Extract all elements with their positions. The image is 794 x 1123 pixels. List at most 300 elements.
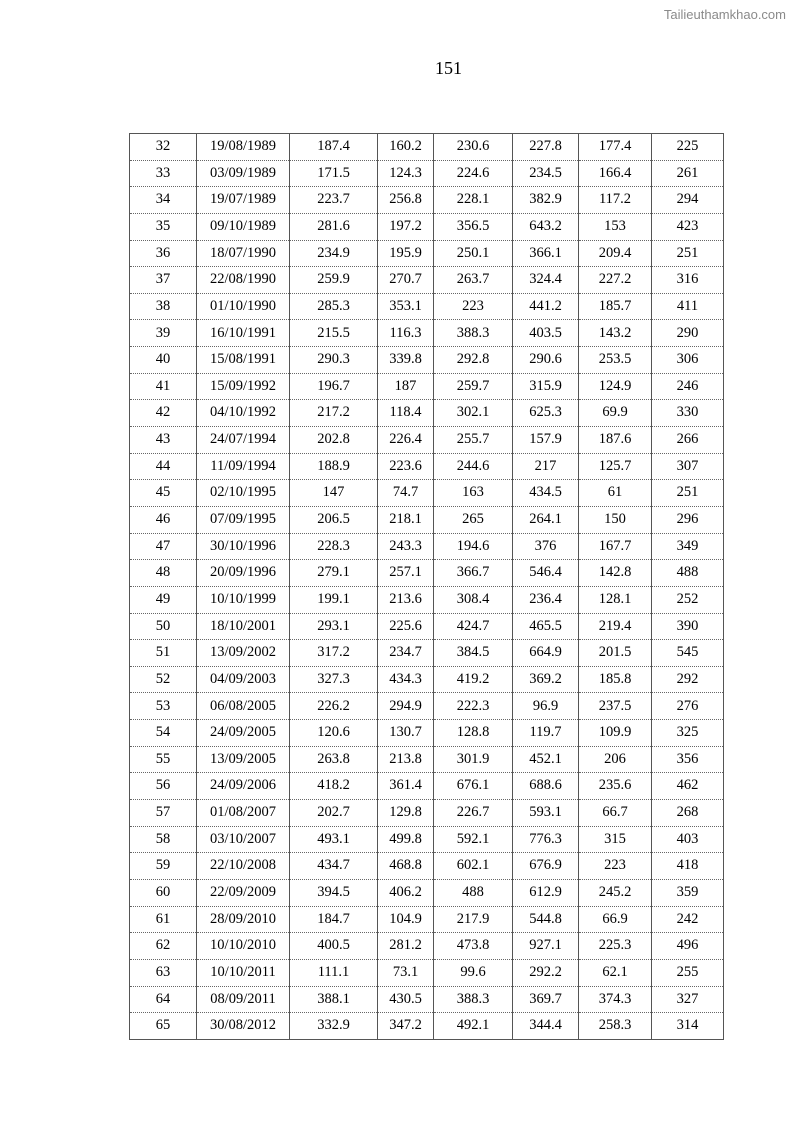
table-cell: 290.6: [513, 347, 579, 374]
table-cell: 111.1: [290, 959, 378, 986]
table-cell: 388.3: [434, 320, 513, 347]
table-cell: 676.1: [434, 773, 513, 800]
table-cell: 24/09/2006: [197, 773, 290, 800]
table-cell: 258.3: [579, 1013, 652, 1040]
table-cell: 434.5: [513, 480, 579, 507]
table-row: [130, 187, 724, 214]
table-cell: 13/09/2002: [197, 640, 290, 667]
table-cell: 676.9: [513, 853, 579, 880]
table-cell: 217.9: [434, 906, 513, 933]
table-cell: 57: [130, 800, 197, 827]
table-cell: 104.9: [378, 906, 434, 933]
table-cell: 185.7: [579, 293, 652, 320]
table-cell: 01/08/2007: [197, 800, 290, 827]
table-cell: 252: [652, 586, 724, 613]
table-cell: 468.8: [378, 853, 434, 880]
table-cell: 218.1: [378, 506, 434, 533]
table-cell: 388.1: [290, 986, 378, 1013]
table-cell: 185.8: [579, 666, 652, 693]
table-body: [130, 134, 724, 1040]
watermark-text: Tailieuthamkhao.com: [663, 7, 786, 22]
table-row: [130, 640, 724, 667]
table-cell: 54: [130, 720, 197, 747]
table-cell: 294: [652, 187, 724, 214]
table-cell: 226.7: [434, 800, 513, 827]
table-cell: 223: [579, 853, 652, 880]
table-row: [130, 693, 724, 720]
table-cell: 58: [130, 826, 197, 853]
table-cell: 434.3: [378, 666, 434, 693]
table-cell: 423: [652, 213, 724, 240]
table-cell: 222.3: [434, 693, 513, 720]
table-cell: 263.8: [290, 746, 378, 773]
table-cell: 593.1: [513, 800, 579, 827]
table-cell: 10/10/1999: [197, 586, 290, 613]
table-row: [130, 586, 724, 613]
table-row: [130, 800, 724, 827]
table-row: [130, 453, 724, 480]
table-cell: 52: [130, 666, 197, 693]
table-cell: 251: [652, 240, 724, 267]
table-cell: 177.4: [579, 134, 652, 161]
table-cell: 223: [434, 293, 513, 320]
table-cell: 13/09/2005: [197, 746, 290, 773]
table-cell: 171.5: [290, 160, 378, 187]
table-cell: 118.4: [378, 400, 434, 427]
table-cell: 359: [652, 879, 724, 906]
table-cell: 688.6: [513, 773, 579, 800]
table-cell: 302.1: [434, 400, 513, 427]
table-cell: 74.7: [378, 480, 434, 507]
table-cell: 237.5: [579, 693, 652, 720]
table-cell: 143.2: [579, 320, 652, 347]
table-cell: 194.6: [434, 533, 513, 560]
table-cell: 217.2: [290, 400, 378, 427]
table-cell: 344.4: [513, 1013, 579, 1040]
table-row: [130, 240, 724, 267]
table-cell: 166.4: [579, 160, 652, 187]
table-cell: 366.1: [513, 240, 579, 267]
table-cell: 45: [130, 480, 197, 507]
table-row: [130, 560, 724, 587]
table-cell: 10/10/2011: [197, 959, 290, 986]
table-row: [130, 427, 724, 454]
table-row: [130, 134, 724, 161]
table-cell: 62.1: [579, 959, 652, 986]
table-cell: 227.2: [579, 267, 652, 294]
table-cell: 61: [130, 906, 197, 933]
table-cell: 339.8: [378, 347, 434, 374]
table-cell: 382.9: [513, 187, 579, 214]
table-cell: 04/10/1992: [197, 400, 290, 427]
table-cell: 361.4: [378, 773, 434, 800]
table-cell: 125.7: [579, 453, 652, 480]
table-cell: 225: [652, 134, 724, 161]
table-cell: 228.3: [290, 533, 378, 560]
table-cell: 366.7: [434, 560, 513, 587]
table-cell: 235.6: [579, 773, 652, 800]
table-cell: 316: [652, 267, 724, 294]
table-cell: 430.5: [378, 986, 434, 1013]
table-cell: 356.5: [434, 213, 513, 240]
table-cell: 18/10/2001: [197, 613, 290, 640]
table-row: [130, 533, 724, 560]
table-cell: 47: [130, 533, 197, 560]
table-cell: 217: [513, 453, 579, 480]
table-cell: 213.6: [378, 586, 434, 613]
table-cell: 147: [290, 480, 378, 507]
table-cell: 44: [130, 453, 197, 480]
table-cell: 234.7: [378, 640, 434, 667]
table-cell: 187.6: [579, 427, 652, 454]
table-cell: 195.9: [378, 240, 434, 267]
table-cell: 403: [652, 826, 724, 853]
table-cell: 65: [130, 1013, 197, 1040]
table-cell: 546.4: [513, 560, 579, 587]
table-cell: 317.2: [290, 640, 378, 667]
table-cell: 61: [579, 480, 652, 507]
table-cell: 36: [130, 240, 197, 267]
table-cell: 40: [130, 347, 197, 374]
table-cell: 236.4: [513, 586, 579, 613]
table-row: [130, 959, 724, 986]
table-cell: 150: [579, 506, 652, 533]
table-row: [130, 213, 724, 240]
table-cell: 330: [652, 400, 724, 427]
table-cell: 353.1: [378, 293, 434, 320]
table-cell: 03/09/1989: [197, 160, 290, 187]
table-cell: 66.7: [579, 800, 652, 827]
table-cell: 612.9: [513, 879, 579, 906]
table-cell: 292.8: [434, 347, 513, 374]
table-cell: 117.2: [579, 187, 652, 214]
table-cell: 259.7: [434, 373, 513, 400]
table-cell: 43: [130, 427, 197, 454]
table-cell: 19/08/1989: [197, 134, 290, 161]
data-table: [129, 133, 724, 1040]
table-cell: 234.5: [513, 160, 579, 187]
table-cell: 308.4: [434, 586, 513, 613]
table-cell: 64: [130, 986, 197, 1013]
table-cell: 261: [652, 160, 724, 187]
table-cell: 294.9: [378, 693, 434, 720]
table-cell: 625.3: [513, 400, 579, 427]
table-cell: 250.1: [434, 240, 513, 267]
table-cell: 242: [652, 906, 724, 933]
table-cell: 347.2: [378, 1013, 434, 1040]
table-cell: 53: [130, 693, 197, 720]
table-cell: 24/09/2005: [197, 720, 290, 747]
table-cell: 228.1: [434, 187, 513, 214]
table-row: [130, 293, 724, 320]
table-cell: 424.7: [434, 613, 513, 640]
table-cell: 307: [652, 453, 724, 480]
table-cell: 418: [652, 853, 724, 880]
table-cell: 268: [652, 800, 724, 827]
table-cell: 49: [130, 586, 197, 613]
table-cell: 42: [130, 400, 197, 427]
table-cell: 496: [652, 933, 724, 960]
table-cell: 411: [652, 293, 724, 320]
table-cell: 22/09/2009: [197, 879, 290, 906]
table-row: [130, 986, 724, 1013]
table-cell: 488: [434, 879, 513, 906]
table-cell: 327: [652, 986, 724, 1013]
table-cell: 643.2: [513, 213, 579, 240]
table-row: [130, 720, 724, 747]
table-cell: 38: [130, 293, 197, 320]
table-cell: 418.2: [290, 773, 378, 800]
table-cell: 02/10/1995: [197, 480, 290, 507]
table-cell: 452.1: [513, 746, 579, 773]
table-row: [130, 879, 724, 906]
table-cell: 66.9: [579, 906, 652, 933]
table-cell: 473.8: [434, 933, 513, 960]
table-cell: 128.8: [434, 720, 513, 747]
table-cell: 08/09/2011: [197, 986, 290, 1013]
table-cell: 04/09/2003: [197, 666, 290, 693]
table-cell: 281.2: [378, 933, 434, 960]
table-row: [130, 666, 724, 693]
table-cell: 279.1: [290, 560, 378, 587]
table-row: [130, 373, 724, 400]
table-cell: 33: [130, 160, 197, 187]
table-cell: 290: [652, 320, 724, 347]
table-cell: 20/09/1996: [197, 560, 290, 587]
table-row: [130, 267, 724, 294]
table-row: [130, 853, 724, 880]
table-cell: 223.7: [290, 187, 378, 214]
table-cell: 369.2: [513, 666, 579, 693]
table-cell: 315.9: [513, 373, 579, 400]
table-cell: 48: [130, 560, 197, 587]
table-cell: 406.2: [378, 879, 434, 906]
table-cell: 369.7: [513, 986, 579, 1013]
table-cell: 394.5: [290, 879, 378, 906]
table-cell: 419.2: [434, 666, 513, 693]
table-cell: 201.5: [579, 640, 652, 667]
table-cell: 293.1: [290, 613, 378, 640]
table-cell: 292: [652, 666, 724, 693]
table-cell: 927.1: [513, 933, 579, 960]
table-cell: 400.5: [290, 933, 378, 960]
table-cell: 264.1: [513, 506, 579, 533]
table-row: [130, 746, 724, 773]
table-cell: 776.3: [513, 826, 579, 853]
table-cell: 493.1: [290, 826, 378, 853]
table-cell: 376: [513, 533, 579, 560]
table-cell: 46: [130, 506, 197, 533]
table-row: [130, 347, 724, 374]
table-cell: 224.6: [434, 160, 513, 187]
table-cell: 41: [130, 373, 197, 400]
table-cell: 462: [652, 773, 724, 800]
table-cell: 315: [579, 826, 652, 853]
table-cell: 18/07/1990: [197, 240, 290, 267]
table-cell: 35: [130, 213, 197, 240]
table-cell: 270.7: [378, 267, 434, 294]
table-cell: 226.2: [290, 693, 378, 720]
table-cell: 492.1: [434, 1013, 513, 1040]
table-cell: 124.9: [579, 373, 652, 400]
table-cell: 202.8: [290, 427, 378, 454]
table-row: [130, 906, 724, 933]
table-cell: 384.5: [434, 640, 513, 667]
table-cell: 592.1: [434, 826, 513, 853]
table-cell: 128.1: [579, 586, 652, 613]
table-row: [130, 773, 724, 800]
table-cell: 50: [130, 613, 197, 640]
table-row: [130, 826, 724, 853]
table-cell: 120.6: [290, 720, 378, 747]
table-cell: 223.6: [378, 453, 434, 480]
table-cell: 356: [652, 746, 724, 773]
table-cell: 153: [579, 213, 652, 240]
table-cell: 63: [130, 959, 197, 986]
table-cell: 301.9: [434, 746, 513, 773]
table-cell: 09/10/1989: [197, 213, 290, 240]
table-cell: 403.5: [513, 320, 579, 347]
table-cell: 243.3: [378, 533, 434, 560]
table-cell: 22/10/2008: [197, 853, 290, 880]
table-cell: 188.9: [290, 453, 378, 480]
table-cell: 246: [652, 373, 724, 400]
table-cell: 19/07/1989: [197, 187, 290, 214]
table-cell: 163: [434, 480, 513, 507]
table-cell: 116.3: [378, 320, 434, 347]
table-cell: 22/08/1990: [197, 267, 290, 294]
table-cell: 545: [652, 640, 724, 667]
table-cell: 06/08/2005: [197, 693, 290, 720]
table-cell: 296: [652, 506, 724, 533]
table-cell: 388.3: [434, 986, 513, 1013]
table-cell: 199.1: [290, 586, 378, 613]
table-row: [130, 1013, 724, 1040]
table-cell: 499.8: [378, 826, 434, 853]
table-cell: 219.4: [579, 613, 652, 640]
table-cell: 255: [652, 959, 724, 986]
table-cell: 390: [652, 613, 724, 640]
table-cell: 434.7: [290, 853, 378, 880]
table-cell: 30/10/1996: [197, 533, 290, 560]
table-cell: 16/10/1991: [197, 320, 290, 347]
table-cell: 263.7: [434, 267, 513, 294]
table-cell: 206: [579, 746, 652, 773]
table-cell: 24/07/1994: [197, 427, 290, 454]
table-cell: 10/10/2010: [197, 933, 290, 960]
table-cell: 253.5: [579, 347, 652, 374]
table-row: [130, 933, 724, 960]
table-cell: 225.6: [378, 613, 434, 640]
table-cell: 32: [130, 134, 197, 161]
table-cell: 109.9: [579, 720, 652, 747]
table-cell: 129.8: [378, 800, 434, 827]
table-cell: 73.1: [378, 959, 434, 986]
table-cell: 130.7: [378, 720, 434, 747]
table-cell: 69.9: [579, 400, 652, 427]
table-cell: 124.3: [378, 160, 434, 187]
table-cell: 332.9: [290, 1013, 378, 1040]
table-row: [130, 480, 724, 507]
table-cell: 56: [130, 773, 197, 800]
table-cell: 259.9: [290, 267, 378, 294]
table-cell: 59: [130, 853, 197, 880]
table-cell: 225.3: [579, 933, 652, 960]
table-row: [130, 613, 724, 640]
table-cell: 39: [130, 320, 197, 347]
table-cell: 187.4: [290, 134, 378, 161]
table-cell: 327.3: [290, 666, 378, 693]
table-cell: 187: [378, 373, 434, 400]
table-cell: 209.4: [579, 240, 652, 267]
table-cell: 251: [652, 480, 724, 507]
table-cell: 28/09/2010: [197, 906, 290, 933]
table-cell: 266: [652, 427, 724, 454]
table-cell: 34: [130, 187, 197, 214]
table-cell: 197.2: [378, 213, 434, 240]
table-cell: 664.9: [513, 640, 579, 667]
table-cell: 306: [652, 347, 724, 374]
table-cell: 602.1: [434, 853, 513, 880]
table-row: [130, 160, 724, 187]
table-cell: 01/10/1990: [197, 293, 290, 320]
table-cell: 11/09/1994: [197, 453, 290, 480]
table-cell: 119.7: [513, 720, 579, 747]
table-cell: 324.4: [513, 267, 579, 294]
table-cell: 465.5: [513, 613, 579, 640]
table-cell: 234.9: [290, 240, 378, 267]
table-cell: 213.8: [378, 746, 434, 773]
table-cell: 374.3: [579, 986, 652, 1013]
table-cell: 314: [652, 1013, 724, 1040]
table-cell: 07/09/1995: [197, 506, 290, 533]
table-cell: 160.2: [378, 134, 434, 161]
table-cell: 15/08/1991: [197, 347, 290, 374]
table-cell: 184.7: [290, 906, 378, 933]
table-cell: 60: [130, 879, 197, 906]
table-cell: 325: [652, 720, 724, 747]
table-cell: 255.7: [434, 427, 513, 454]
table-cell: 257.1: [378, 560, 434, 587]
table-cell: 215.5: [290, 320, 378, 347]
table-cell: 96.9: [513, 693, 579, 720]
table-row: [130, 320, 724, 347]
table-cell: 226.4: [378, 427, 434, 454]
table-cell: 157.9: [513, 427, 579, 454]
table-cell: 51: [130, 640, 197, 667]
table-cell: 441.2: [513, 293, 579, 320]
table-cell: 230.6: [434, 134, 513, 161]
table-cell: 245.2: [579, 879, 652, 906]
table-cell: 285.3: [290, 293, 378, 320]
table-cell: 290.3: [290, 347, 378, 374]
table-cell: 37: [130, 267, 197, 294]
table-cell: 544.8: [513, 906, 579, 933]
table-row: [130, 400, 724, 427]
table-cell: 256.8: [378, 187, 434, 214]
table-cell: 349: [652, 533, 724, 560]
table-cell: 99.6: [434, 959, 513, 986]
table-cell: 281.6: [290, 213, 378, 240]
table-cell: 227.8: [513, 134, 579, 161]
table-cell: 244.6: [434, 453, 513, 480]
table-cell: 30/08/2012: [197, 1013, 290, 1040]
table-cell: 55: [130, 746, 197, 773]
page-number: 151: [435, 58, 462, 78]
table-cell: 167.7: [579, 533, 652, 560]
table-cell: 15/09/1992: [197, 373, 290, 400]
table-cell: 206.5: [290, 506, 378, 533]
